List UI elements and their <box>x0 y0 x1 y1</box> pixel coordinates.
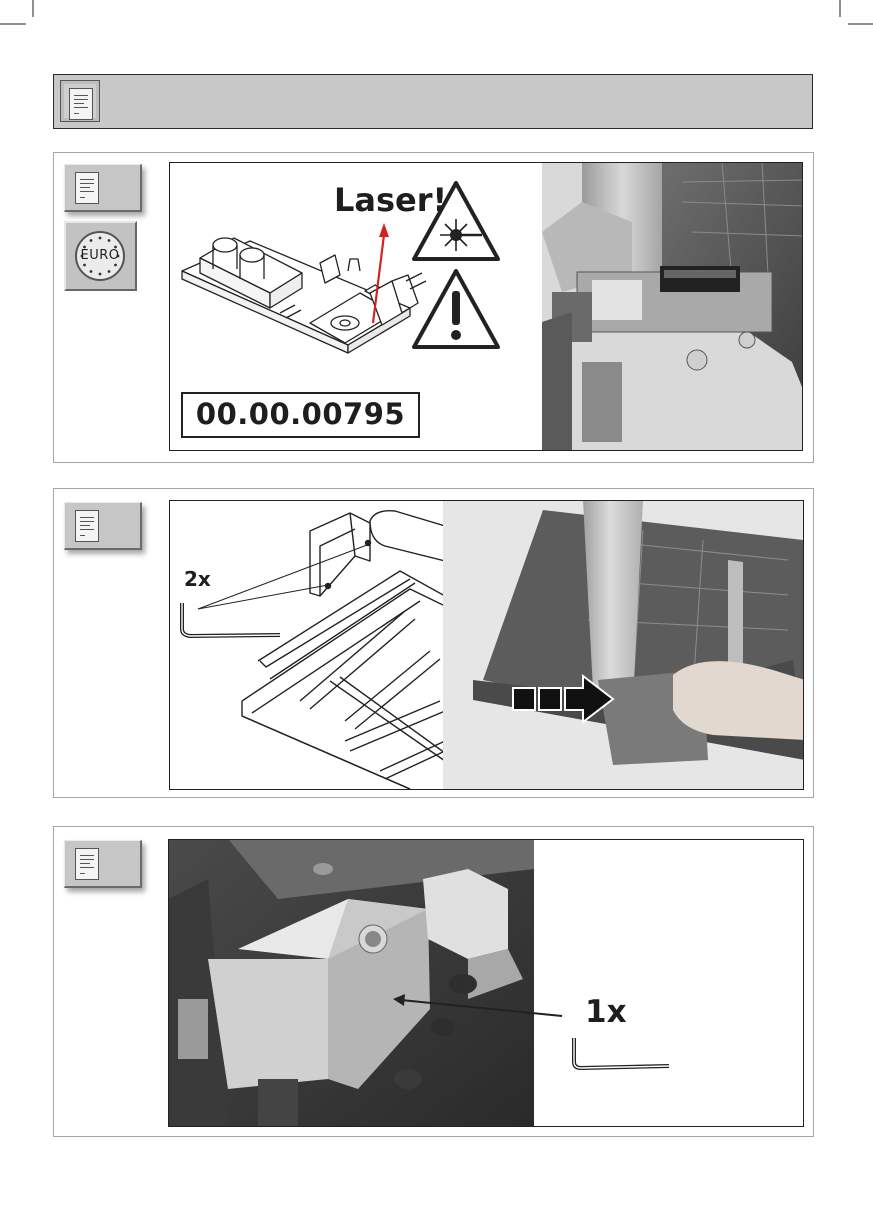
mounting-photo <box>443 500 804 790</box>
document-icon <box>75 510 99 542</box>
section-header-bar <box>53 74 813 129</box>
laser-module-photo <box>542 162 803 451</box>
part-number: 00.00.00795 <box>181 392 420 438</box>
document-icon <box>69 88 93 120</box>
euro-label: EURO <box>80 248 120 263</box>
allen-key-icon <box>574 1038 669 1068</box>
adjustment-frame <box>168 839 804 1127</box>
laser-label: Laser! <box>334 181 448 219</box>
instruction-button[interactable] <box>64 164 142 212</box>
mounting-diagram-frame <box>169 500 804 790</box>
euro-coin-icon <box>75 231 125 281</box>
frame-drawing <box>170 501 445 789</box>
leader-arrow <box>169 840 804 1127</box>
euro-button[interactable] <box>64 221 137 291</box>
quantity-label: 2x <box>184 567 211 591</box>
step-panel-3 <box>53 826 814 1137</box>
instruction-button[interactable] <box>64 840 142 888</box>
header-icon-frame <box>60 80 100 122</box>
instruction-button[interactable] <box>64 502 142 550</box>
general-warning-icon <box>414 271 498 347</box>
document-icon <box>75 848 99 880</box>
document-icon <box>75 172 99 204</box>
step-panel-1 <box>53 152 814 463</box>
step-panel-2 <box>53 488 814 798</box>
crop-marks <box>0 0 873 60</box>
laser-diagram-frame <box>169 162 803 451</box>
quantity-label: 1x <box>585 994 627 1030</box>
allen-key-icon <box>182 603 280 636</box>
